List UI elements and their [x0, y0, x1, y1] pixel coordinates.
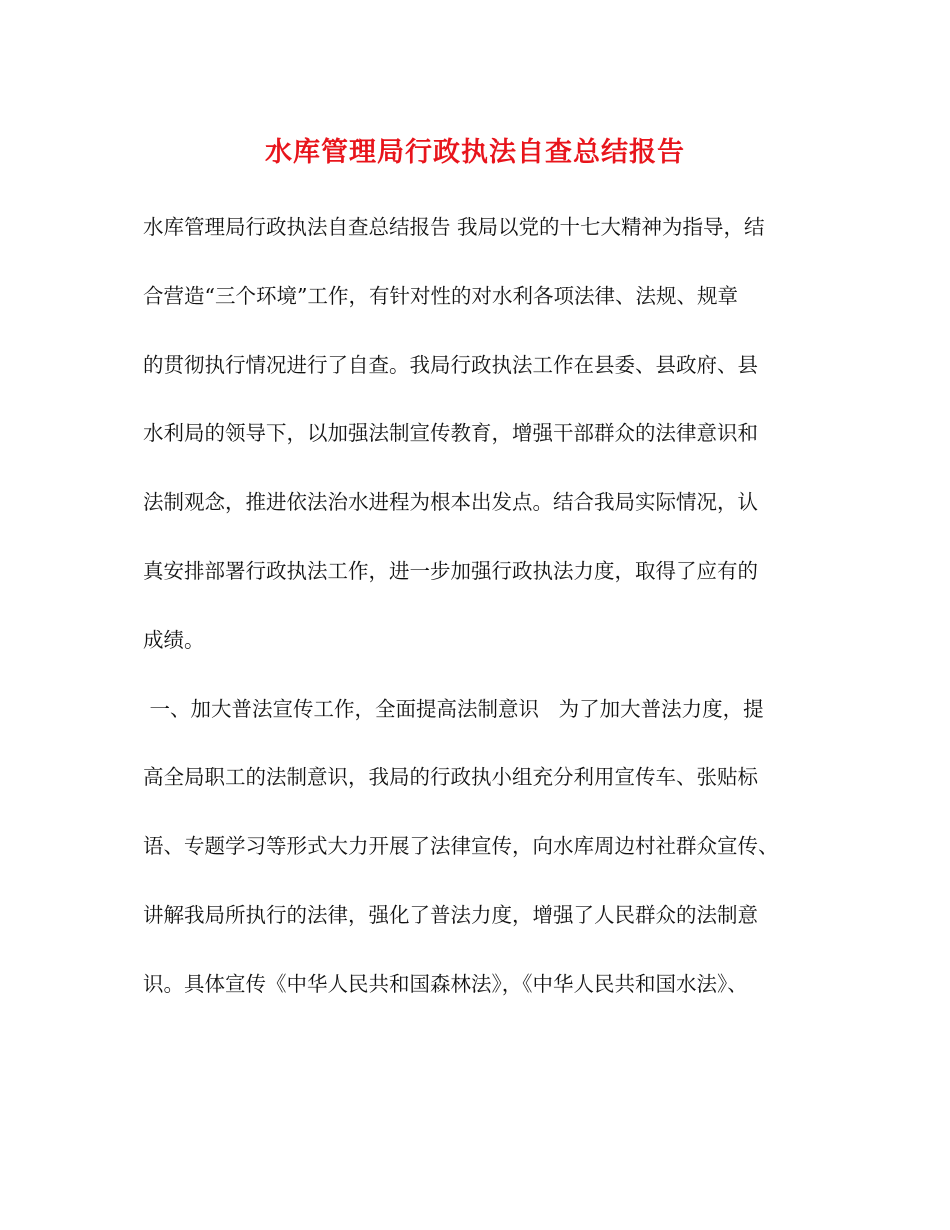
- body-line-3: 的贯彻执行情况进行了自查。我局行政执法工作在县委、县政府、县: [143, 352, 758, 377]
- body-line-4: 水利局的领导下，以加强法制宣传教育，增强干部群众的法律意识和: [143, 421, 758, 446]
- body-line-7: 成绩。: [143, 627, 205, 652]
- body-line-9: 高全局职工的法制意识，我局的行政执小组充分利用宣传车、张贴标: [143, 765, 758, 790]
- body-line-8: 一、加大普法宣传工作，全面提高法制意识 为了加大普法力度，提: [143, 696, 764, 721]
- body-line-2: 合营造“三个环境”工作，有针对性的对水利各项法律、法规、规章: [143, 283, 738, 308]
- body-line-6: 真安排部署行政执法工作，进一步加强行政执法力度，取得了应有的: [143, 558, 758, 583]
- body-line-11: 讲解我局所执行的法律，强化了普法力度，增强了人民群众的法制意: [143, 902, 758, 927]
- body-line-12: 识。具体宣传《中华人民共和国森林法》，《中华人民共和国水法》、: [143, 971, 748, 996]
- body-line-10: 语、专题学习等形式大力开展了法律宣传，向水库周边村社群众宣传、: [143, 834, 779, 859]
- document-title: 水库管理局行政执法自查总结报告: [265, 137, 685, 168]
- body-line-1: 水库管理局行政执法自查总结报告 我局以党的十七大精神为指导，结: [143, 215, 765, 239]
- document-body: [143, 210, 823, 1036]
- body-line-5: 法制观念，推进依法治水进程为根本出发点。结合我局实际情况，认: [143, 490, 758, 515]
